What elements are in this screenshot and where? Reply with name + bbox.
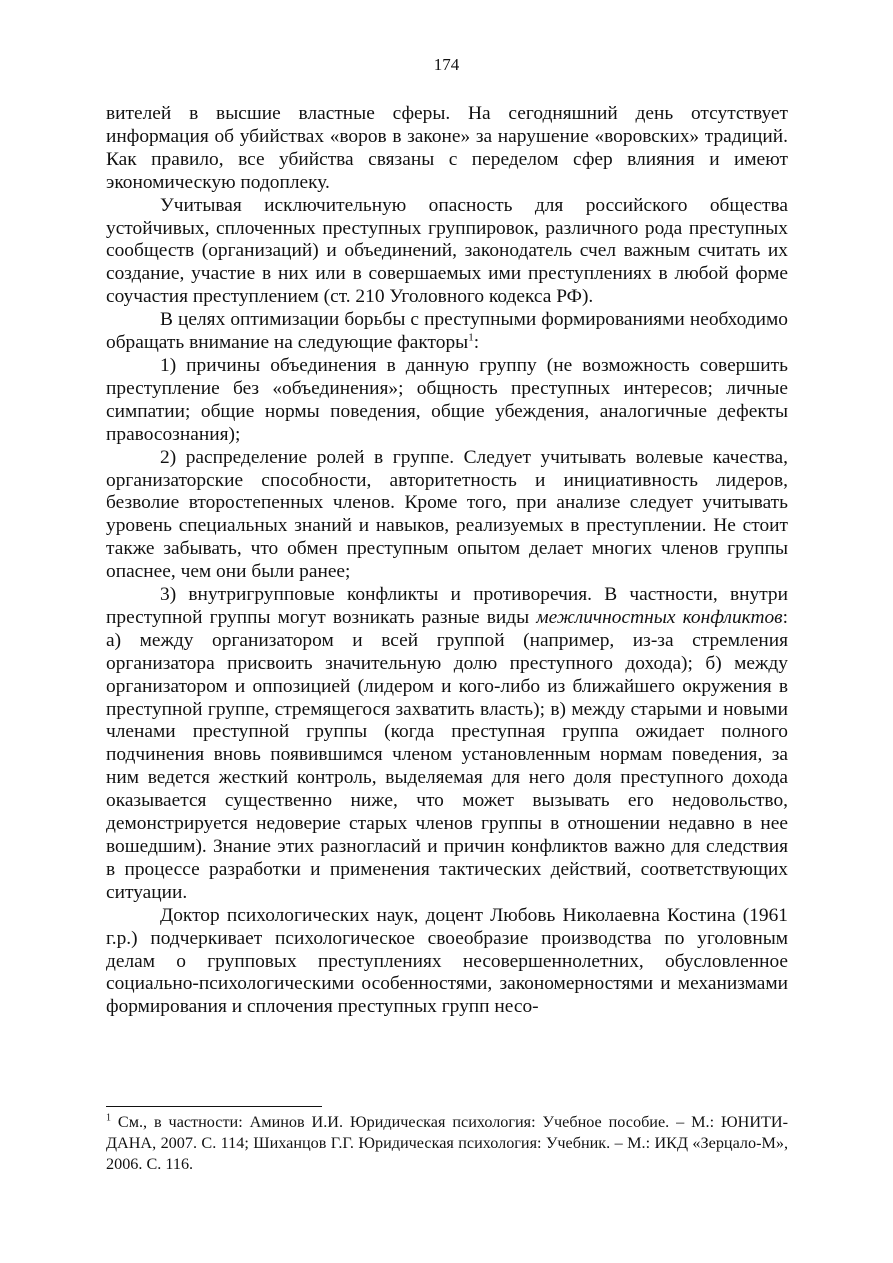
factor-3-rest: : а) между организатором и всей группой (например, из-за стремления организатора присвоить значительную долю преступного дохода); б) между организатором и оппозицией (лидером и кого-либо из ближайшего окружения в преступной группе, стремящегося захватить власть); в) между старыми и новыми членами преступной группы (когда преступная группа ожидает полного подчинения вновь появившимся членом установленным нормам поведения, за ним ведется жесткий контроль, выделяемая для него доля преступного дохода оказывается существенно ниже, что может вызывать его недовольство, демонстрируется недоверие старых членов группы в отношении недавно в нее вошедшим). Знание этих разногласий и причин конфликтов важно для следствия в процессе разработки и применения тактических действий, соответствующих ситуации. <box>106 606 788 903</box>
footnote-text: См., в частности: Аминов И.И. Юридическая психология: Учебное пособие. – М.: ЮНИТИ-ДАНА, 2007. С. 114; Шиханцов Г.Г. Юридическая психология: Учебник. – М.: ИКД «Зерцало-М», 2006. С. 116. <box>106 1113 788 1173</box>
footnote <box>106 1112 788 1175</box>
factors-intro-colon: : <box>473 332 480 354</box>
paragraph-factor-1: 1) причины объединения в данную группу (не возможность совершить преступление без «объединения»; общность преступных интересов; личные симпатии; общие нормы поведения, общие убеждения, аналогичные дефекты правосознания); <box>106 354 788 445</box>
footnote-divider <box>106 1106 322 1107</box>
factor-3-italic-term: межличностных конфликтов <box>536 606 783 628</box>
paragraph-factor-3 <box>106 584 788 905</box>
paragraph-factors-intro <box>106 309 788 355</box>
footnote-marker: 1 <box>106 1112 111 1124</box>
footnote-reference: 1 <box>468 331 474 344</box>
main-text <box>106 103 788 1019</box>
factors-intro-text: В целях оптимизации борьбы с преступными формированиями необходимо обращать внимание на следующие факторы <box>106 309 788 354</box>
page-number: 174 <box>433 55 460 74</box>
paragraph-kostina: Доктор психологических наук, доцент Любовь Николаевна Костина (1961 г.р.) подчеркивает психологическое своеобразие производства по уголовным делам о групповых преступлениях несовершеннолетних, обусловленное социально-психологическими особенностями, закономерностями и механизмами формирования и сплочения преступных групп несо- <box>106 904 788 1018</box>
paragraph-continuation: вителей в высшие властные сферы. На сегодняшний день отсутствует информация об убийствах «воров в законе» за нарушение «воровских» традиций. Как правило, все убийства связаны с переделом сфер влияния и имеют экономическую подоплеку. <box>106 103 788 193</box>
paragraph-legislation: Учитывая исключительную опасность для российского общества устойчивых, сплоченных преступных группировок, различного рода преступных сообществ (организаций) и объединений, законодатель счел важным считать их создание, участие в них или в совершаемых ими преступлениях в любой форме соучастия преступлением (ст. 210 Уголовного кодекса РФ). <box>106 194 788 308</box>
paragraph-factor-2: 2) распределение ролей в группе. Следует учитывать волевые качества, организаторские способности, авторитетность и инициативность лидеров, безволие второстепенных членов. Кроме того, при анализе следует учитывать уровень специальных знаний и навыков, реализуемых в преступлении. Не стоит также забывать, что обмен преступным опытом делает многих членов группы опаснее, чем они были ранее; <box>106 446 788 583</box>
factor-3-start: 3) внутригрупповые конфликты и противоречия. В частности, внутри преступной группы могут возникать разные виды <box>106 584 788 628</box>
